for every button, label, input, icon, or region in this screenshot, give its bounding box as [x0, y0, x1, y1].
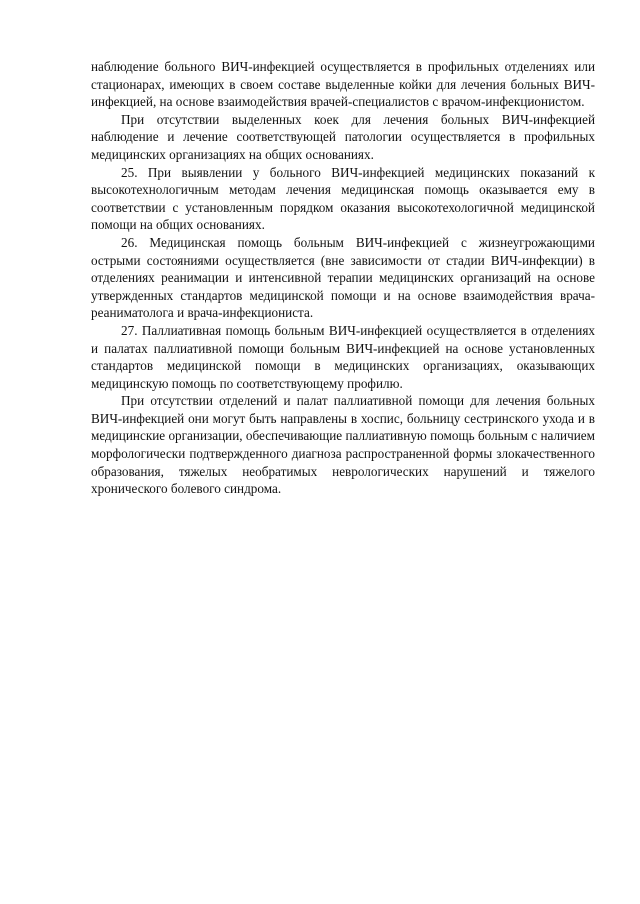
- paragraph-item-27: 27. Паллиативная помощь больным ВИЧ-инфекцией осуществляется в отделениях и палатах паллиативной помощи больным ВИЧ-инфекцией на основе установленных стандартов медицинской помощи в медицинских организациях, оказывающих медицинскую помощь по соответствующему профилю.: [91, 322, 595, 391]
- document-body: [91, 58, 595, 498]
- paragraph-no-palliative-units: При отсутствии отделений и палат паллиативной помощи для лечения больных ВИЧ-инфекцией они могут быть направлены в хоспис, больницу сестринского ухода и в медицинские организации, обеспечивающие паллиативную помощь больным с наличием морфологически подтвержденного диагноза распространенной формы злокачественного образования, тяжелых необратимых неврологических нарушений и тяжелого хронического болевого синдрома.: [91, 393, 595, 497]
- paragraph-continuation: наблюдение больного ВИЧ-инфекцией осуществляется в профильных отделениях или стационарах, имеющих в своем составе выделенные койки для лечения больных ВИЧ-инфекцией, на основе взаимодействия врачей-специалистов с врачом-инфекционистом.: [91, 59, 595, 110]
- paragraph-no-dedicated-beds: При отсутствии выделенных коек для лечения больных ВИЧ-инфекцией наблюдение и лечение соответствующей патологии осуществляется в профильных медицинских организациях на общих основаниях.: [91, 111, 595, 162]
- paragraph-item-26: 26. Медицинская помощь больным ВИЧ-инфекцией с жизнеугрожающими острыми состояниями осуществляется (вне зависимости от стадии ВИЧ-инфекции) в отделениях реанимации и интенсивной терапии медицинских организаций на основе утвержденных стандартов медицинской помощи и на основе взаимодействия врача-реаниматолога и врача-инфекциониста.: [91, 234, 595, 321]
- paragraph-item-25: 25. При выявлении у больного ВИЧ-инфекцией медицинских показаний к высокотехнологичным методам лечения медицинская помощь оказывается ему в соответствии с установленным порядком оказания высокотехологичной медицинской помощи на общих основаниях.: [91, 164, 595, 233]
